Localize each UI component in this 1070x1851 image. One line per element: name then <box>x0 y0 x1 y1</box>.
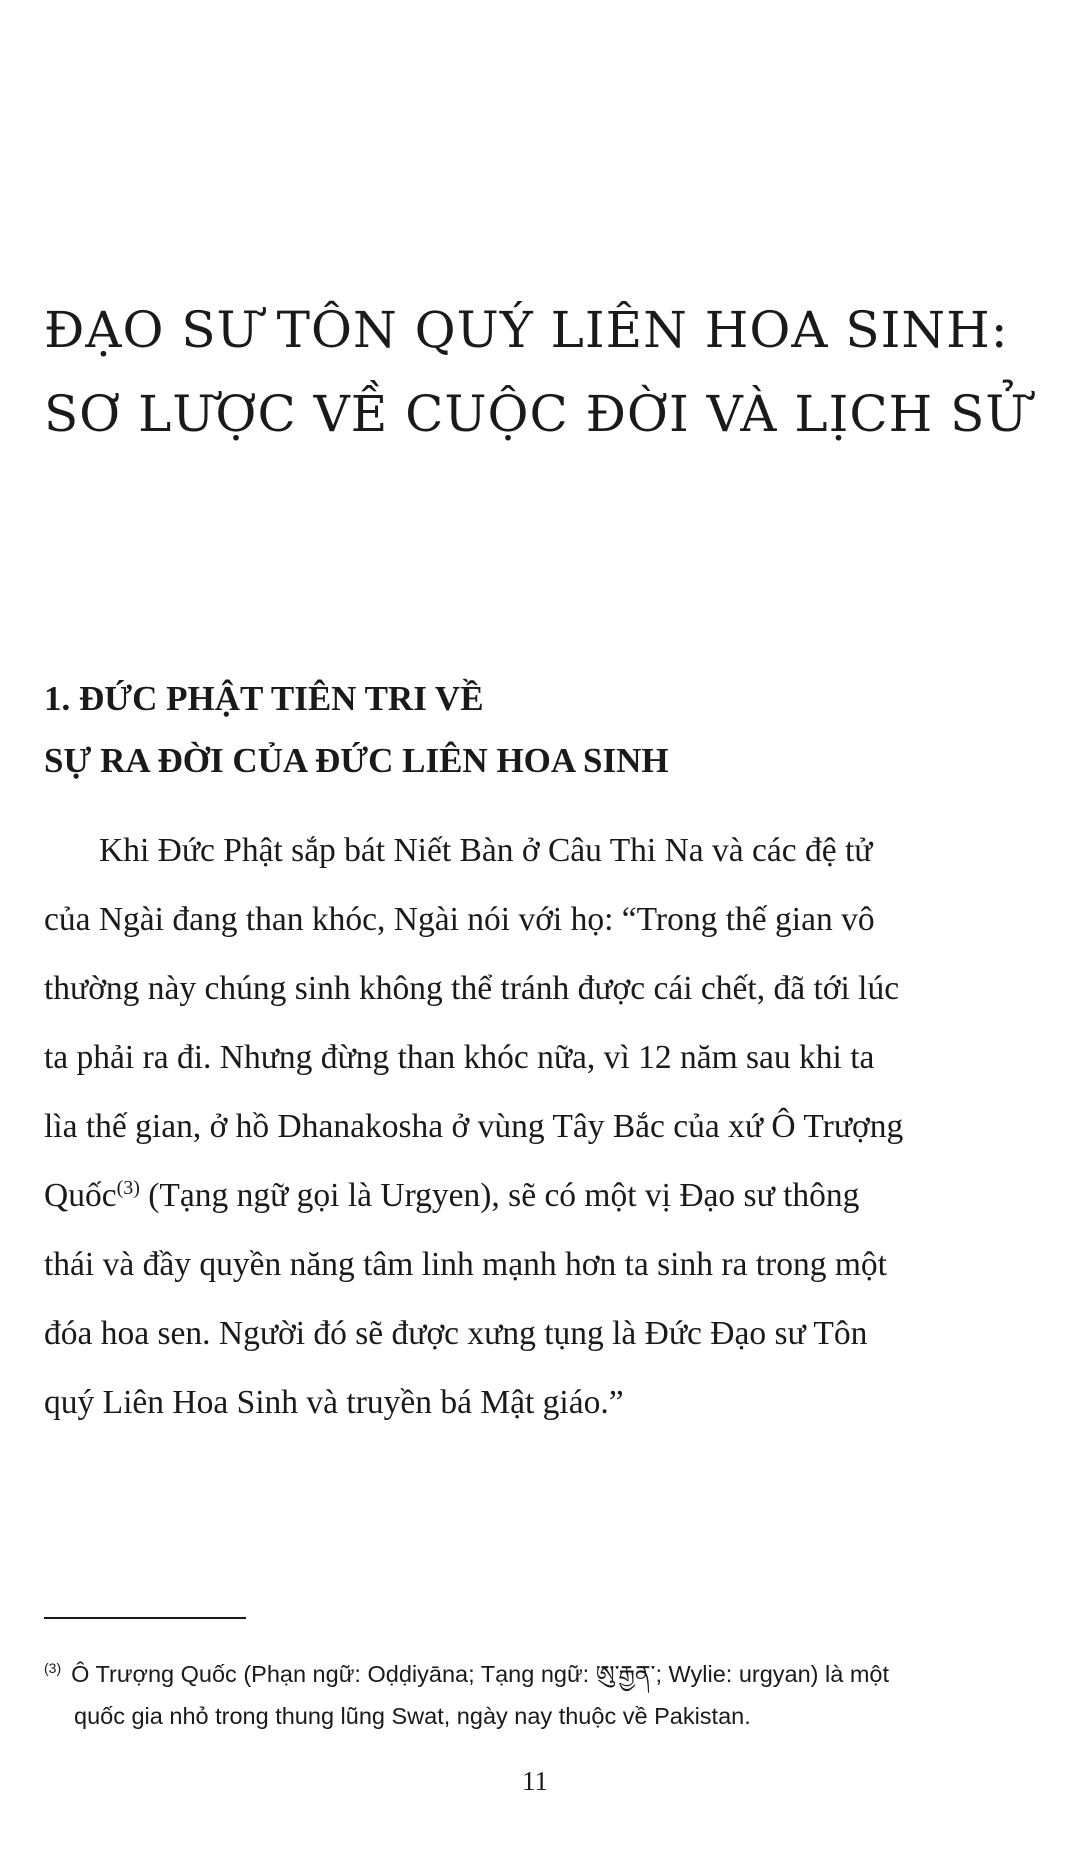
body-paragraph <box>44 816 969 1437</box>
section-heading-line-2: SỰ RA ĐỜI CỦA ĐỨC LIÊN HOA SINH <box>44 741 669 780</box>
paragraph-line: thường này chúng sinh không thể tránh được cái chết, đã tới lúc <box>44 970 900 1007</box>
footnote-marker: (3) <box>44 1660 62 1676</box>
paragraph-line: ta phải ra đi. Nhưng đừng than khóc nữa, vì 12 năm sau khi ta <box>44 1039 875 1076</box>
paragraph-line: Khi Đức Phật sắp bát Niết Bàn ở Câu Thi Na và các đệ tử <box>99 832 873 869</box>
footnote-text: Ô Trượng Quốc (Phạn ngữ: Oḍḍiyāna; Tạng ngữ: ཨུ་རྒྱན་; Wylie: urgyan) là một <box>71 1661 890 1687</box>
chapter-title <box>44 288 1029 456</box>
footnote-reference[interactable]: (3) <box>116 1177 140 1199</box>
paragraph-line <box>44 1161 969 1230</box>
chapter-title-line-2: SƠ LƯỢC VỀ CUỘC ĐỜI VÀ LỊCH SỬ <box>44 385 1029 443</box>
paragraph-text: Quốc <box>44 1177 117 1214</box>
footnote-line: quốc gia nhỏ trong thung lũng Swat, ngày nay thuộc về Pakistan. <box>74 1703 751 1729</box>
paragraph-line: đóa hoa sen. Người đó sẽ được xưng tụng là Đức Đạo sư Tôn <box>44 1315 868 1352</box>
footnote-line <box>44 1653 1004 1695</box>
footnote <box>44 1653 1004 1737</box>
paragraph-line: thái và đầy quyền năng tâm linh mạnh hơn ta sinh ra trong một <box>44 1246 887 1283</box>
section-heading-line-1: 1. ĐỨC PHẬT TIÊN TRI VỀ <box>44 679 484 718</box>
paragraph-line: của Ngài đang than khóc, Ngài nói với họ: “Trong thế gian vô <box>44 901 875 938</box>
paragraph-line: lìa thế gian, ở hồ Dhanakosha ở vùng Tây Bắc của xứ Ô Trượng <box>44 1108 904 1145</box>
footnote-divider <box>44 1617 246 1619</box>
paragraph-text: (Tạng ngữ gọi là Urgyen), sẽ có một vị Đạo sư thông <box>139 1177 860 1214</box>
chapter-title-line-1: ĐẠO SƯ TÔN QUÝ LIÊN HOA SINH: <box>44 301 1009 359</box>
page-number: 11 <box>522 1766 548 1796</box>
section-heading <box>44 668 1024 792</box>
paragraph-line: quý Liên Hoa Sinh và truyền bá Mật giáo.” <box>44 1384 624 1421</box>
